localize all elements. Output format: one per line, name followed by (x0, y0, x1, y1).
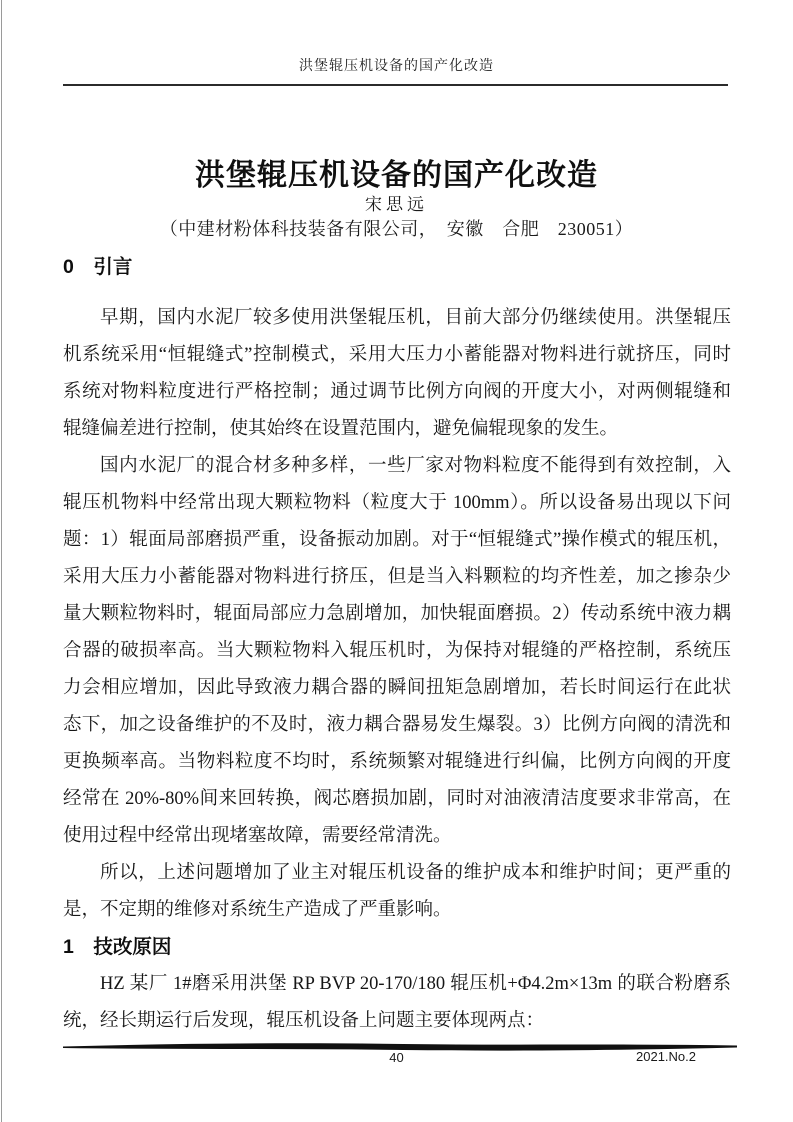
paragraph-line: 使用过程中经常出现堵塞故障，需要经常清洗。 (63, 826, 452, 846)
paragraph-line: 早期，国内水泥厂较多使用洪堡辊压机，目前大部分仍继续使用。洪堡辊压 (100, 308, 731, 328)
paragraph-line: 所以，上述问题增加了业主对辊压机设备的维护成本和维护时间；更严重的 (100, 863, 731, 883)
paragraph (63, 855, 731, 929)
page-number: 40 (389, 1050, 404, 1065)
paragraph-line: 系统对物料粒度进行严格控制；通过调节比例方向阀的开度大小，对两侧辊缝和 (63, 382, 731, 402)
paragraph (63, 300, 731, 448)
paragraph-line: 统，经长期运行后发现，辊压机设备上问题主要体现两点： (63, 1011, 545, 1031)
paragraph (63, 966, 731, 1040)
author-name: 宋思远 (365, 195, 428, 214)
paragraph-line: 题：1）辊面局部磨损严重，设备振动加剧。对于“恒辊缝式”操作模式的辊压机， (63, 530, 731, 550)
section-heading: 0 引言 (63, 256, 133, 278)
paragraph-line: 辊缝偏差进行控制，使其始终在设置范围内，避免偏辊现象的发生。 (63, 419, 619, 439)
paragraph-line: 是，不定期的维修对系统生产造成了严重影响。 (63, 900, 452, 920)
paragraph-line: HZ 某厂 1#磨采用洪堡 RP BVP 20-170/180 辊压机+Φ4.2m×13m 的联合粉磨系 (100, 974, 731, 994)
paragraph-line: 采用大压力小蓄能器对物料进行挤压，但是当入料颗粒的均齐性差，加之掺杂少 (63, 567, 731, 587)
author-affiliation: （中建材粉体科技装备有限公司， 安徽 合肥 230051） (159, 219, 634, 239)
paragraph-line: 力会相应增加，因此导致液力耦合器的瞬间扭矩急剧增加，若长时间运行在此状 (63, 678, 731, 698)
paragraph-line: 量大颗粒物料时，辊面局部应力急剧增加，加快辊面磨损。2）传动系统中液力耦 (63, 604, 731, 624)
paragraph-line: 机系统采用“恒辊缝式”控制模式，采用大压力小蓄能器对物料进行就挤压，同时 (63, 345, 731, 365)
article-body (63, 249, 731, 1040)
running-head: 洪堡辊压机设备的国产化改造 (299, 59, 494, 74)
paragraph (63, 448, 731, 855)
paragraph-line: 国内水泥厂的混合材多种多样，一些厂家对物料粒度不能得到有效控制，入 (100, 456, 731, 476)
paragraph-line: 态下，加之设备维护的不及时，液力耦合器易发生爆裂。3）比例方向阀的清洗和 (63, 715, 731, 735)
paragraph-line: 辊压机物料中经常出现大颗粒物料（粒度大于 100mm）。所以设备易出现以下问 (63, 493, 731, 513)
paragraph-line: 合器的破损率高。当大颗粒物料入辊压机时，为保持对辊缝的严格控制，系统压 (63, 641, 731, 661)
page-title: 洪堡辊压机设备的国产化改造 (195, 159, 598, 193)
issue-label: 2021.No.2 (636, 1049, 696, 1064)
paragraph-line: 经常在 20%-80%间来回转换，阀芯磨损加剧，同时对油液清洁度要求非常高，在 (63, 789, 731, 809)
paragraph-line: 更换频率高。当物料粒度不均时，系统频繁对辊缝进行纠偏，比例方向阀的开度 (63, 752, 731, 772)
header-rule (63, 84, 728, 86)
section-heading: 1 技改原因 (63, 936, 172, 958)
